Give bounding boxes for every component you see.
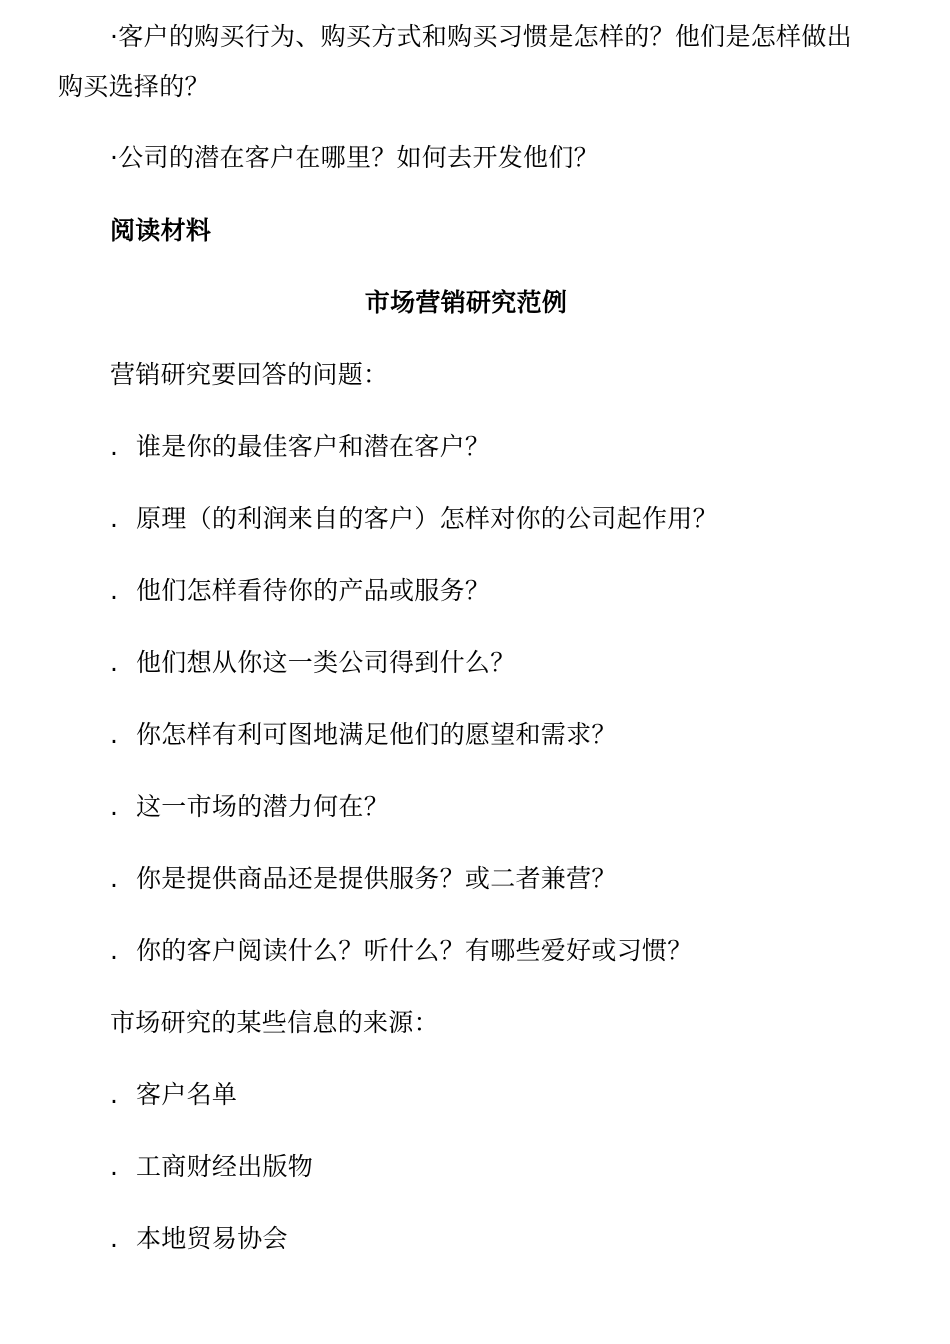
- question-item: [110, 576, 490, 606]
- bullet-marker: .: [110, 1224, 119, 1253]
- article-title: 市场营销研究范例: [364, 288, 568, 317]
- intro-question-1-line-2: 购买选择的？: [58, 72, 210, 101]
- bullet-marker: .: [110, 720, 119, 749]
- source-text: 工商财经出版物: [136, 1152, 314, 1181]
- section-heading: 阅读材料: [110, 216, 212, 245]
- intro-question-2: ·公司的潜在客户在哪里？如何去开发他们？: [110, 143, 599, 172]
- bullet-marker: .: [110, 648, 119, 677]
- questions-intro: 营销研究要回答的问题：: [110, 360, 389, 389]
- question-item: [110, 720, 617, 750]
- question-item: [110, 936, 693, 966]
- bullet-marker: .: [110, 864, 119, 893]
- bullet-marker: .: [110, 504, 119, 533]
- question-item: [110, 792, 389, 822]
- question-item: [110, 504, 718, 534]
- question-text: 谁是你的最佳客户和潜在客户？: [136, 432, 491, 461]
- source-item: [110, 1080, 237, 1110]
- bullet-marker: .: [110, 792, 119, 821]
- question-text: 原理（的利润来自的客户）怎样对你的公司起作用？: [136, 504, 718, 533]
- bullet-marker: .: [110, 432, 119, 461]
- bullet-marker: .: [110, 936, 119, 965]
- bullet-marker: .: [110, 576, 119, 605]
- question-text: 你的客户阅读什么？听什么？有哪些爱好或习惯？: [136, 936, 693, 965]
- bullet-marker: .: [110, 1152, 119, 1181]
- source-text: 本地贸易协会: [136, 1224, 288, 1253]
- source-item: [110, 1152, 313, 1182]
- sources-intro: 市场研究的某些信息的来源：: [110, 1008, 439, 1037]
- question-text: 这一市场的潜力何在？: [136, 792, 390, 821]
- source-text: 客户名单: [136, 1080, 238, 1109]
- source-item: [110, 1224, 288, 1254]
- question-item: [110, 648, 516, 678]
- question-text: 你怎样有利可图地满足他们的愿望和需求？: [136, 720, 617, 749]
- question-text: 他们怎样看待你的产品或服务？: [136, 576, 491, 605]
- question-text: 他们想从你这一类公司得到什么？: [136, 648, 516, 677]
- bullet-marker: .: [110, 1080, 119, 1109]
- question-text: 你是提供商品还是提供服务？或二者兼营？: [136, 864, 617, 893]
- question-item: [110, 432, 490, 462]
- question-item: [110, 864, 617, 894]
- intro-question-1-line-1: ·客户的购买行为、购买方式和购买习惯是怎样的？他们是怎样做出: [110, 22, 852, 51]
